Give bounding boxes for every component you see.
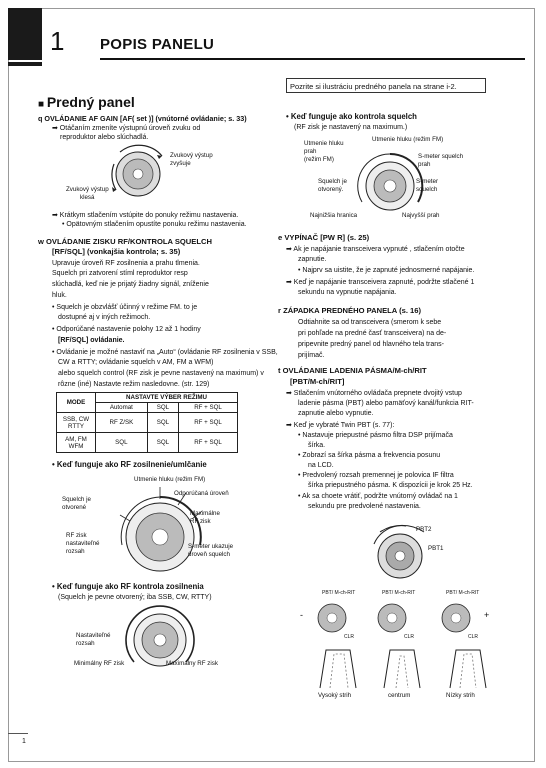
- minus-label: -: [300, 610, 303, 620]
- table-header-group: NASTAVTE VÝBER REŽIMU: [96, 393, 238, 403]
- pbt-heading-1: t OVLÁDANIE LADENIA PÁSMA/M-ch/RIT: [278, 366, 427, 375]
- latch-line-0: Odtiahnite sa od transceivera (smerom k sebe: [298, 319, 442, 326]
- rfg-min-label: Minimálny RF zisk: [74, 660, 125, 667]
- title-rule: [100, 58, 525, 60]
- power-line-1: zapnutie.: [298, 256, 327, 263]
- power-line-0: ➡ Ak je napájanie transceivera vypnuté , stlačením otočte: [286, 246, 465, 253]
- rf-line-3: hluk.: [52, 292, 67, 299]
- rf-line-4: • Squelch je obzvlášť účinný v režime FM. to je: [52, 304, 198, 311]
- power-heading: e VYPÍNAČ [PW R] (s. 25): [278, 233, 370, 242]
- af-line-1: ➡ Otáčaním zmeníte výstupnú úroveň zvuku od: [52, 125, 201, 132]
- table-cell: SQL: [96, 433, 148, 453]
- power-line-4: sekundu na vypnutie napájania.: [298, 289, 397, 296]
- table-cell: AM, FM WFM: [57, 433, 96, 453]
- pbt-line-5: šírka.: [308, 442, 326, 449]
- clr-label: CLR: [468, 634, 479, 640]
- rfsq-rf-label-2: nastaviteľné: [66, 540, 100, 547]
- sql-nf-label-3: (režim FM): [304, 156, 334, 163]
- sql-smeter-label-1: S-meter squelch: [418, 153, 464, 160]
- chapter-number-block: [8, 8, 42, 60]
- af-gain-knob-figure: [80, 140, 200, 210]
- rfsq-smeter-label-2: úroveň squelch: [188, 551, 230, 558]
- rfsq-smeter-label-1: S-meter ukazuje: [188, 543, 234, 550]
- pbt-knob-label: PBT/ M-ch-RIT: [382, 590, 416, 596]
- reference-note: Pozrite si ilustráciu predného panela na strane i-2.: [286, 78, 486, 93]
- squelch-mode-title: • Keď funguje ako kontrola squelch: [286, 112, 417, 121]
- pbt-heading-2: [PBT/M-ch/RIT]: [290, 377, 345, 386]
- footer-rule: [8, 733, 28, 734]
- pbt2-label: PBT2: [416, 526, 432, 533]
- rfsq-max-label-1: Maximálne: [190, 510, 220, 517]
- passband-diagrams: [300, 644, 510, 690]
- pbt-knob-label: PBT/ M-ch-RIT: [446, 590, 480, 596]
- rf-line-8: • Ovládanie je možné nastaviť na „Auto“ (ovládanie RF zosilnenia v SSB,: [52, 349, 278, 356]
- sql-smeter-label-2: prah: [418, 161, 431, 168]
- low-cut-label: Nízky strih: [446, 692, 475, 699]
- rfg-max-label: Maximálny RF zisk: [166, 660, 218, 667]
- rfsq-rf-label-1: RF zisk: [66, 532, 87, 539]
- latch-line-1: pri pohľade na predné časť transceivera) na de-: [298, 330, 447, 337]
- power-line-3: ➡ Keď je napájanie transceivera zapnuté, podržte stlačené 1: [286, 279, 475, 286]
- chapter-number: 1: [50, 26, 65, 56]
- sql-squelch-label-1: S-meter: [416, 178, 439, 185]
- pbt-line-8: • Predvolený rozsah premennej je polovica IF filtra: [298, 472, 454, 479]
- rfsq-recommended-label: Odporúčaná úroveň: [174, 490, 229, 497]
- pbt-line-2: zapnutie alebo vypnutie.: [298, 410, 374, 417]
- chapter-title: POPIS PANELU: [100, 36, 215, 53]
- rfsq-max-label-2: RF zisk: [190, 518, 211, 525]
- power-line-2: • Najprv sa uistite, že je zapnuté jednosmerné napájanie.: [298, 267, 475, 274]
- pbt-small-knobs: [296, 592, 496, 642]
- af-line-2: reproduktor alebo slúchadlá.: [60, 134, 149, 141]
- af-gain-heading: q OVLÁDANIE AF GAIN [AF( set )] (vnútorné ovládanie; s. 33): [38, 114, 247, 123]
- chapter-strip: [8, 62, 42, 66]
- table-header-col: SQL: [147, 403, 178, 413]
- pbt-line-1: ladenie pásma (PBT) alebo pamäťový kanál/funkcia RIT-: [298, 400, 474, 407]
- rf-sql-heading-2: [RF/SQL] (vonkajšia kontrola; s. 35): [52, 247, 181, 256]
- sql-open-label-1: Squelch je: [318, 178, 347, 185]
- table-header-mode: MODE: [57, 393, 96, 413]
- pbt-knob-label: PBT/ M-ch-RIT: [322, 590, 356, 596]
- latch-line-3: prijímač.: [298, 352, 325, 359]
- pbt-line-4: • Nastavuje priepustné pásmo filtra DSP prijímača: [298, 432, 453, 439]
- table-cell: SQL: [147, 413, 178, 433]
- rfsq-threshold-label: Utmenie hluku (režim FM): [134, 476, 206, 483]
- rf-line-9: CW a RTTY; ovládanie squelch v AM, FM a WFM): [58, 359, 214, 366]
- rf-gain-knob-figure: [80, 600, 240, 680]
- table-cell: RF + SQL: [179, 413, 238, 433]
- sql-squelch-label-2: squelch: [416, 186, 438, 193]
- section-title: ■ Predný panel: [38, 94, 135, 110]
- pbt-line-10: • Ak sa choete vrátiť, podržte vnútorný ovládač na 1: [298, 493, 458, 500]
- pbt-line-6: • Zobrazí sa šírka pásma a frekvencia posunu: [298, 452, 441, 459]
- pbt-line-11: sekundu pre predvolené nastavenia.: [308, 503, 421, 510]
- table-cell: SQL: [147, 433, 178, 453]
- rfg-adjustable-label-2: rozsah: [76, 640, 95, 647]
- rf-sql-heading-1: w OVLÁDANIE ZISKU RF/KONTROLA SQUELCH: [38, 237, 212, 246]
- af-increase-label-2: zvyšuje: [170, 160, 191, 167]
- narrow-label: Vysoký strih: [318, 692, 352, 699]
- latch-heading: r ZÁPADKA PREDNÉHO PANELA (s. 16): [278, 306, 422, 315]
- pbt-line-3: ➡ Keď je vybraté Twin PBT (s. 77):: [286, 422, 395, 429]
- clr-label: CLR: [344, 634, 355, 640]
- rfg-adjustable-label-1: Nastaviteľné: [76, 632, 111, 639]
- rf-line-6: • Odporúčané nastavenie polohy 12 až 1 hodiny: [52, 326, 201, 333]
- af-push-line-2: • Opätovným stlačením opustíte ponuku režimu nastavenia.: [62, 221, 247, 228]
- table-cell: RF Z/SK: [96, 413, 148, 433]
- rf-line-1: Squelch pri zatvorení stíml reproduktor resp: [52, 270, 188, 277]
- mode-table: [56, 392, 238, 453]
- rf-line-2: slúchadlá, keď nie je prijatý žiadny signál, zníženie: [52, 281, 209, 288]
- rf-line-5: dostupné aj v iných režimoch.: [58, 314, 151, 321]
- table-header-col: Automat: [96, 403, 148, 413]
- page-number: 1: [22, 738, 26, 745]
- table-header-col: RF + SQL: [179, 403, 238, 413]
- rf-gain-mode-title-1: • Keď funguje ako RF kontrola zosilnenia: [52, 582, 204, 591]
- rfsq-open-label-1: Squelch je: [62, 496, 91, 503]
- pbt-line-9: šírka priepustného pásma. K dispozícii je krok 25 Hz.: [308, 482, 473, 489]
- squelch-knob-figure: [340, 140, 460, 220]
- sql-high-label: Najvyšší prah: [402, 212, 440, 219]
- rf-line-10: alebo squelch control (RF zisk je pevne nastavený na maximum) v: [58, 370, 264, 377]
- rf-gain-mode-title-2: (Squelch je pevne otvorený; iba SSB, CW, RTTY): [58, 594, 212, 601]
- rfsq-rf-label-3: rozsah: [66, 548, 85, 555]
- pbt1-label: PBT1: [428, 545, 444, 552]
- sql-open-label-2: otvorený.: [318, 186, 344, 193]
- pbt-line-7: na LCD.: [308, 462, 334, 469]
- clr-label: CLR: [404, 634, 415, 640]
- rf-line-7: [RF/SQL] ovládanie.: [58, 337, 125, 344]
- center-label: centrum: [388, 692, 411, 699]
- sql-nf-label-2: prah: [304, 148, 317, 155]
- sql-tight-label: Najnižšia hranica: [310, 212, 358, 219]
- latch-line-2: pripevnite predný panel od hlavného tela trans-: [298, 341, 444, 348]
- af-decrease-label-1: Zvukový výstup: [66, 186, 109, 193]
- pbt-line-0: ➡ Stlačením vnútorného ovládača prepnete dvojitý vstup: [286, 390, 462, 397]
- pbt-knob-figure: [350, 514, 460, 584]
- sql-nf-label-4: Utmenie hluku (režim FM): [372, 136, 444, 143]
- table-cell: RF + SQL: [179, 433, 238, 453]
- rf-line-0: Upravuje úroveň RF zosilnenia a prahu tlmenia.: [52, 260, 200, 267]
- plus-label: +: [484, 610, 490, 620]
- sql-nf-label-1: Utmenie hluku: [304, 140, 344, 147]
- rf-squelch-knob-figure: [60, 475, 260, 585]
- rf-squelch-mode-title: • Keď funguje ako RF zosilnenie/umlčanie: [52, 460, 207, 469]
- squelch-mode-sub: (RF zisk je nastavený na maximum.): [294, 124, 408, 131]
- af-decrease-label-2: klesá: [80, 194, 95, 201]
- table-cell: SSB, CW RTTY: [57, 413, 96, 433]
- af-increase-label-1: Zvukový výstup: [170, 152, 213, 159]
- rfsq-open-label-2: otvorené: [62, 504, 87, 511]
- af-push-line-1: ➡ Krátkym stlačením vstúpite do ponuky režimu nastavenia.: [52, 212, 239, 219]
- rf-line-11: rôzne (iné) Nastavte režim nasledovne. (str. 129): [58, 381, 210, 388]
